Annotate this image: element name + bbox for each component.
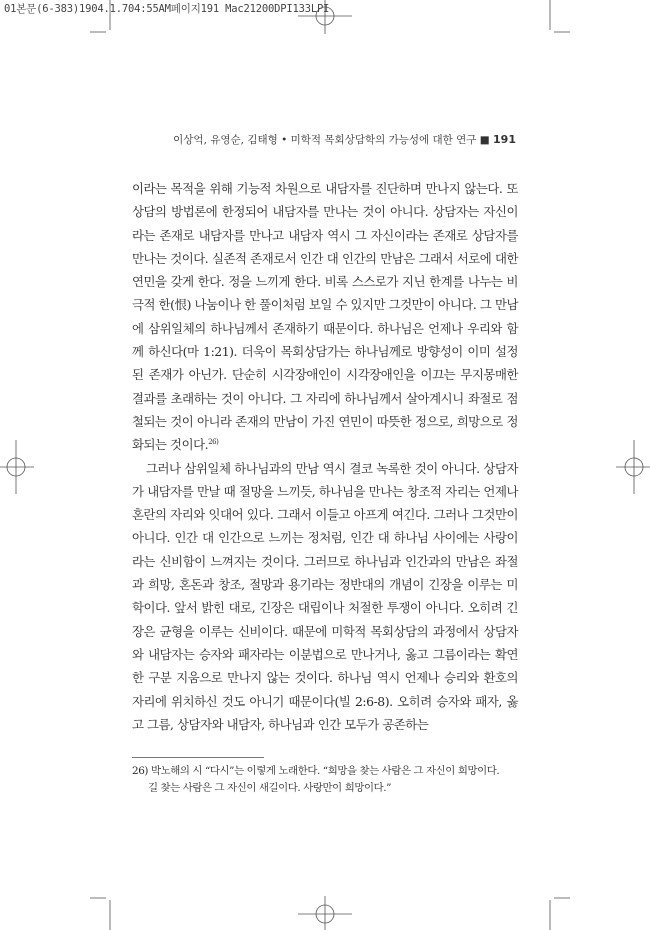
crop-mark-bottom-left bbox=[90, 890, 130, 930]
footnote-divider bbox=[132, 757, 264, 758]
registration-mark-bottom bbox=[298, 896, 352, 930]
page-number: 191 bbox=[493, 133, 516, 146]
footnote-line: 길 찾는 사람은 그 자신이 새길이다. 사랑만이 희망이다.” bbox=[148, 782, 392, 794]
registration-mark-left bbox=[0, 440, 34, 494]
crop-mark-top-left bbox=[90, 0, 130, 40]
footnote bbox=[132, 763, 520, 797]
print-slug: 01본문(6-383)1904.1.704:55AM페이지191 Mac21200DPI133LPI bbox=[4, 3, 330, 15]
body-text bbox=[132, 177, 518, 736]
registration-mark-top bbox=[298, 0, 352, 34]
paragraph: 그러나 삼위일체 하나님과의 만남 역시 결코 녹록한 것이 아니다. 상담자가 내담자를 만날 때 절망을 느끼듯, 하나님을 만나는 창조적 자리는 언제나 혼란의 자리와 잇대어 있다. 그래서 이들고 아프게 여긴다. 그러나 그것만이 아니다. 인간 대 인간으로 느끼는 정처럼, 인간 대 하나님 사이에는 사랑이라는 신비함이 느껴지는 것이다. 그러므로 하나님과 인간과의 만남은 좌절과 희망, 혼돈과 창조, 절망과 용기라는 정반대의 개념이 긴장을 이루는 미학이다. 앞서 밝힌 대로, 긴장은 대립이나 처절한 투쟁이 아니다. 오히려 긴장은 균형을 이루는 신비이다. 때문에 미학적 목회상담의 과정에서 상담자와 내담자는 승자와 패자라는 이분법으로 만나거나, 옳고 그름이라는 확연한 구분 지움으로 만나지 않는 것이다. 하나님 역시 언제나 승리와 환호의 자리에 위치하신 것도 아니기 때문이다(빌 2:6-8). 오히려 승자와 패자, 옳고 그름, 상담자와 내담자, 하나님과 인간 모두가 공존하는 bbox=[132, 460, 518, 732]
crop-mark-bottom-right bbox=[530, 890, 570, 930]
registration-mark-right bbox=[616, 440, 650, 494]
running-head bbox=[150, 132, 516, 147]
footnote-ref: 26) bbox=[208, 438, 219, 447]
running-head-title: 이상억, 유영순, 김태형 • 미학적 목회상담학의 가능성에 대한 연구 ■ bbox=[173, 134, 490, 146]
crop-mark-top-right bbox=[530, 0, 570, 40]
footnote-line: 26) 박노해의 시 “다시”는 이렇게 노래한다. “희망을 찾는 사람은 그 자신이 희망이다. bbox=[132, 765, 500, 777]
paragraph bbox=[132, 177, 518, 457]
paragraph-text: 이라는 목적을 위해 기능적 차원으로 내담자를 진단하며 만나지 않는다. 또 상담의 방법론에 한정되어 내담자를 만나는 것이 아니다. 상담자는 자신이라는 존재로 내담자를 만나고 내담자 역시 그 자신이라는 존재로 상담자를 만나는 것이다. 실존적 존재로서 인간 대 인간의 만남은 그래서 서로에 대한 연민을 갖게 한다. 정을 느끼게 한다. 비록 스스로가 지닌 한계를 나누는 비극적 한(恨) 나눔이나 한 풀이처럼 보일 수 있지만 그것만이 아니다. 그 만남에 삼위일체의 하나님께서 존재하기 때문이다. 하나님은 언제나 우리와 함께 하신다(마 1:21). 더욱이 목회상담가는 하나님께로 방향성이 이미 설정된 존재가 아닌가. 단순히 시각장애인이 시각장애인을 이끄는 무지몽매한 결과를 초래하는 것이 아니다. 그 자리에 하나님께서 살아계시니 좌절로 점철되는 것이 아니라 존재의 만남이 가진 연민이 따뜻한 정으로, 희망으로 정화되는 것이다. bbox=[132, 181, 518, 453]
